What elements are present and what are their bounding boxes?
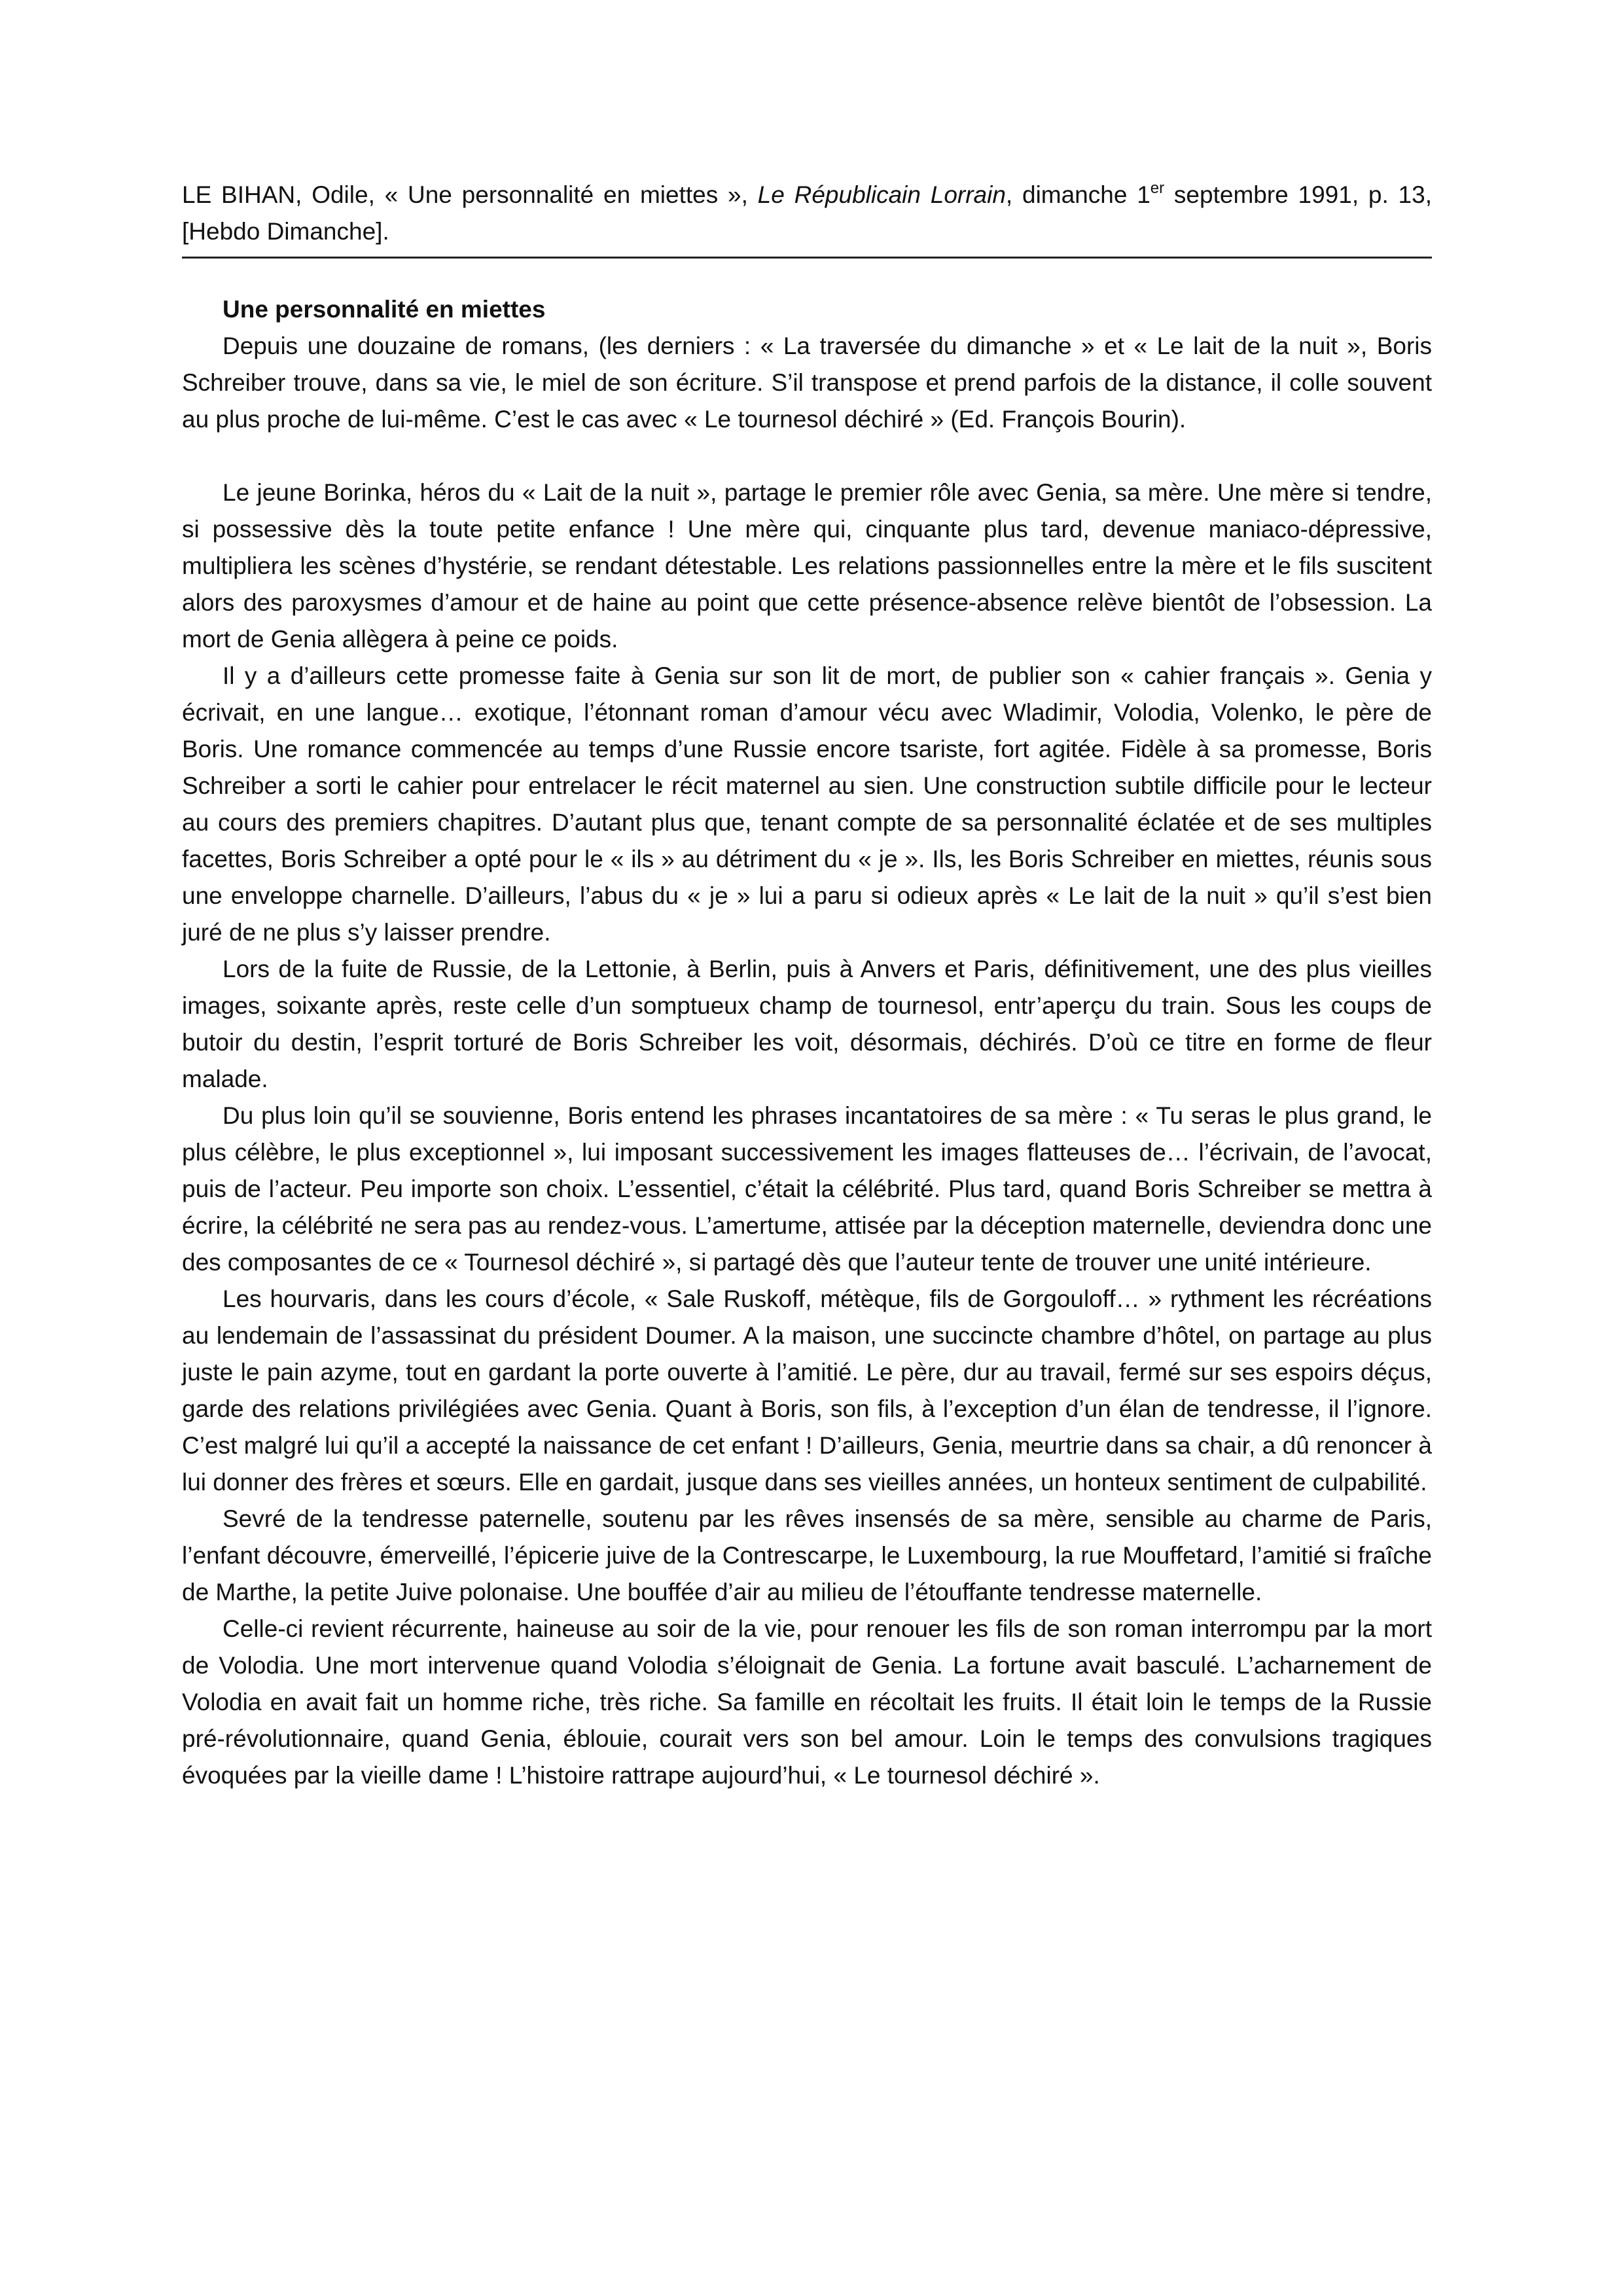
- article-paragraph-7: Sevré de la tendresse paternelle, soutenu par les rêves insensés de sa mère, sensible au charme de Paris, l’enfant découvre, émerveillé, l’épicerie juive de la Contrescarpe, le Luxembourg, la rue Mouffetard, l’amitié si fraîche de Marthe, la petite Juive polonaise. Une bouffée d’air au milieu de l’étouffante tendresse maternelle.: [182, 1505, 1432, 1605]
- citation-superscript: er: [1150, 179, 1165, 197]
- document-page: [182, 177, 1432, 1794]
- citation-date-start: , dimanche 1: [1005, 181, 1150, 208]
- article-paragraph-5: Du plus loin qu’il se souvienne, Boris entend les phrases incantatoires de sa mère : « Tu seras le plus grand, le plus célèbre, le plus exceptionnel », lui imposant successivement les images flatteuses de… l’écrivain, de l’avocat, puis de l’acteur. Peu importe son choix. L’essentiel, c’était la célébrité. Plus tard, quand Boris Schreiber se mettra à écrire, la célébrité ne sera pas au rendez-vous. L’amertume, attisée par la déception maternelle, deviendra donc une des composantes de ce « Tournesol déchiré », si partagé dès que l’auteur tente de trouver une unité intérieure.: [182, 1102, 1432, 1276]
- citation-publication: Le Républicain Lorrain: [757, 181, 1006, 208]
- article-paragraph-6: Les hourvaris, dans les cours d’école, « Sale Ruskoff, métèque, fils de Gorgouloff… » rythment les récréations au lendemain de l’assassinat du président Doumer. A la maison, une succincte chambre d’hôtel, on partage au plus juste le pain azyme, tout en gardant la porte ouverte à l’amitié. Le père, dur au travail, fermé sur ses espoirs déçus, garde des relations privilégiées avec Genia. Quant à Boris, son fils, à l’exception d’un élan de tendresse, il l’ignore. C’est malgré lui qu’il a accepté la naissance de cet enfant ! D’ailleurs, Genia, meurtrie dans sa chair, a dû renoncer à lui donner des frères et sœurs. Elle en gardait, jusque dans ses vieilles années, un honteux sentiment de culpabilité.: [182, 1285, 1432, 1496]
- citation-header: [182, 177, 1432, 259]
- article-title: Une personnalité en miettes: [223, 296, 546, 323]
- article-paragraph-1: Depuis une douzaine de romans, (les derniers : « La traversée du dimanche » et « Le lait de la nuit », Boris Schreiber trouve, dans sa vie, le miel de son écriture. S’il transpose et prend parfois de la distance, il colle souvent au plus proche de lui-même. C’est le cas avec « Le tournesol déchiré » (Ed. François Bourin).: [182, 332, 1432, 433]
- article-paragraph-4: Lors de la fuite de Russie, de la Lettonie, à Berlin, puis à Anvers et Paris, définitivement, une des plus vieilles images, soixante après, reste celle d’un somptueux champ de tournesol, entr’aperçu du train. Sous les coups de butoir du destin, l’esprit torturé de Boris Schreiber les voit, désormais, déchirés. D’où ce titre en forme de fleur malade.: [182, 956, 1432, 1092]
- article-paragraph-8: Celle-ci revient récurrente, haineuse au soir de la vie, pour renouer les fils de son roman interrompu par la mort de Volodia. Une mort intervenue quand Volodia s’éloignait de Genia. La fortune avait basculé. L’acharnement de Volodia en avait fait un homme riche, très riche. Sa famille en récoltait les fruits. Il était loin le temps de la Russie pré-révolutionnaire, quand Genia, éblouie, courait vers son bel amour. Loin le temps des convulsions tragiques évoquées par la vieille dame ! L’histoire rattrape aujourd’hui, « Le tournesol déchiré ».: [182, 1615, 1432, 1789]
- citation-author-title: LE BIHAN, Odile, « Une personnalité en miettes »,: [182, 181, 758, 208]
- article-body: [182, 291, 1432, 1794]
- citation-date-end: septembre 1991, p. 13, [Hebdo Dimanche].: [182, 181, 1432, 245]
- article-paragraph-3: Il y a d’ailleurs cette promesse faite à Genia sur son lit de mort, de publier son « cahier français ». Genia y écrivait, en une langue… exotique, l’étonnant roman d’amour vécu avec Wladimir, Volodia, Volenko, le père de Boris. Une romance commencée au temps d’une Russie encore tsariste, fort agitée. Fidèle à sa promesse, Boris Schreiber a sorti le cahier pour entrelacer le récit maternel au sien. Une construction subtile difficile pour le lecteur au cours des premiers chapitres. D’autant plus que, tenant compte de sa personnalité éclatée et de ses multiples facettes, Boris Schreiber a opté pour le « ils » au détriment du « je ». Ils, les Boris Schreiber en miettes, réunis sous une enveloppe charnelle. D’ailleurs, l’abus du « je » lui a paru si odieux après « Le lait de la nuit » qu’il s’est bien juré de ne plus s’y laisser prendre.: [182, 662, 1432, 946]
- article-paragraph-2: Le jeune Borinka, héros du « Lait de la nuit », partage le premier rôle avec Genia, sa mère. Une mère si tendre, si possessive dès la toute petite enfance ! Une mère qui, cinquante plus tard, devenue maniaco-dépressive, multipliera les scènes d’hystérie, se rendant détestable. Les relations passionnelles entre la mère et le fils suscitent alors des paroxysmes d’amour et de haine au point que cette présence-absence relève bientôt de l’obsession. La mort de Genia allègera à peine ce poids.: [182, 479, 1432, 653]
